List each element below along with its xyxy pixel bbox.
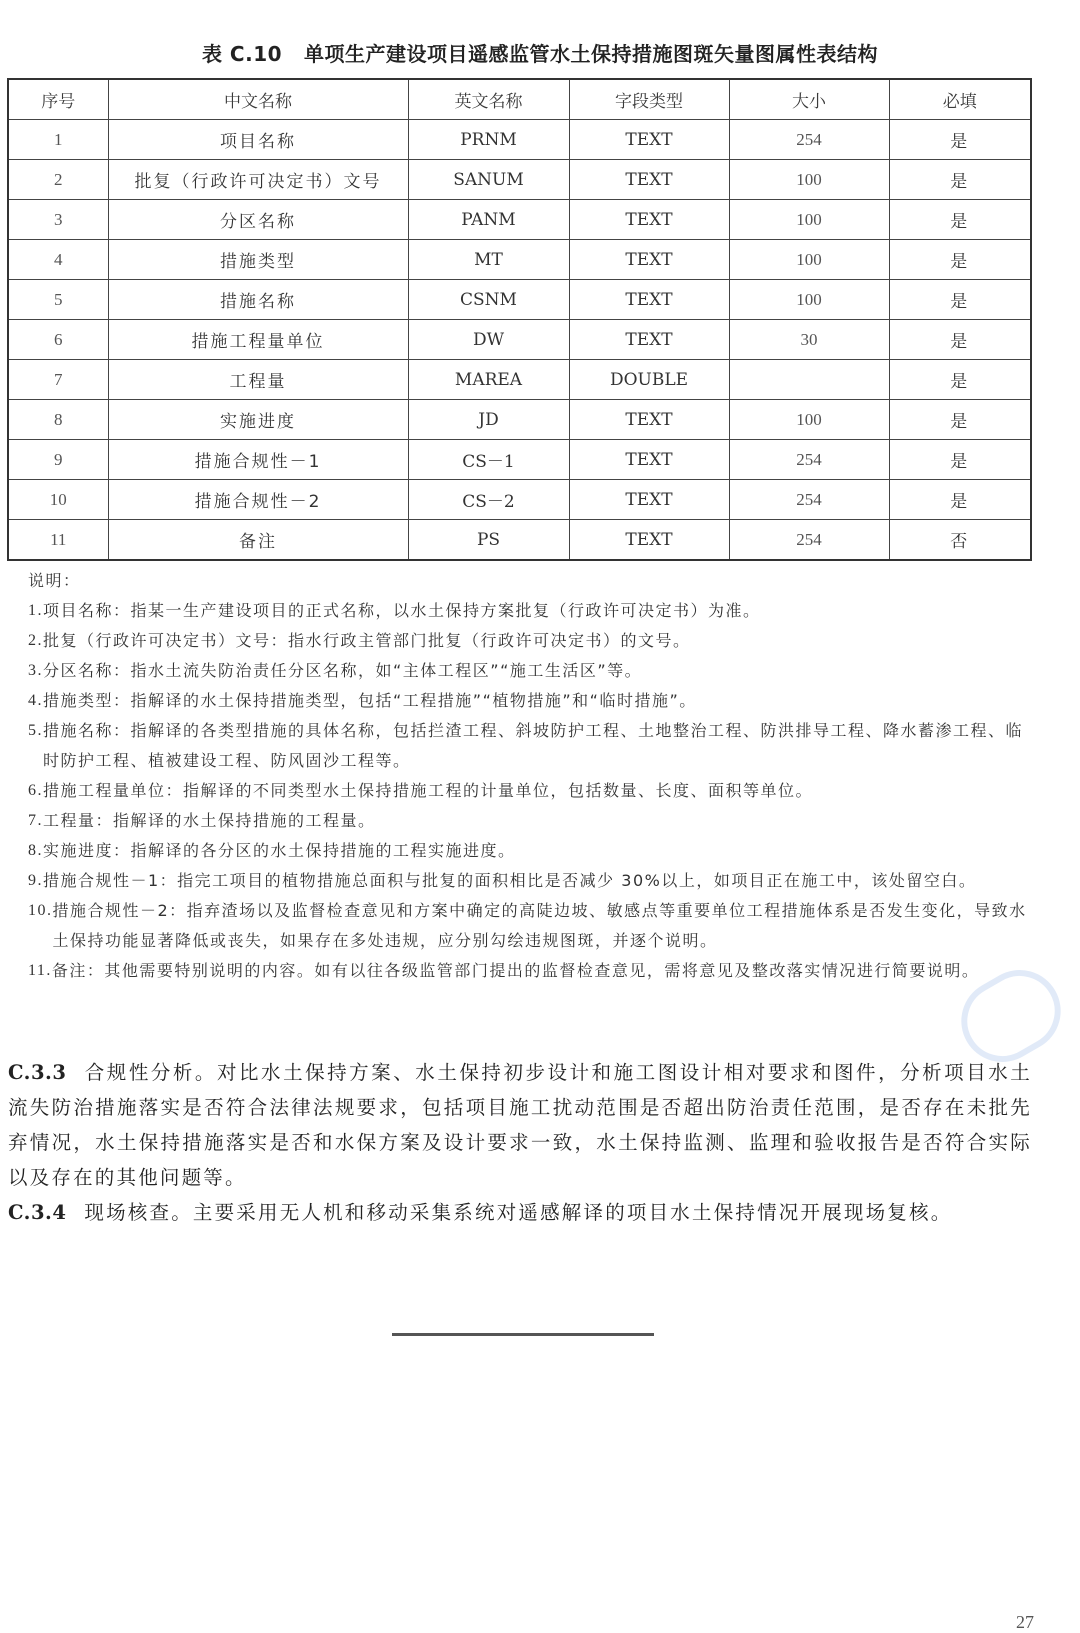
cell-chinese-name: 批复（行政许可决定书）文号	[108, 160, 408, 200]
note-index: 2.	[28, 632, 43, 649]
page-number: 27	[1016, 1612, 1034, 1632]
note-text: 分区名称：指水土流失防治责任分区名称，如“主体工程区”“施工生活区”等。	[43, 661, 643, 680]
table-row	[8, 120, 1031, 160]
body-sections	[8, 1055, 1032, 1230]
col-header-english-name: 英文名称	[408, 79, 569, 120]
cell-index: 10	[8, 480, 108, 520]
note-text: 措施名称：指解译的各类型措施的具体名称，包括拦渣工程、斜坡防护工程、土地整治工程、防洪排导工程、降水蓄渗工程、临时防护工程、植被建设工程、防风固沙工程等。	[43, 721, 1024, 770]
note-text: 措施合规性－2：指弃渣场以及监督检查意见和方案中确定的高陡边坡、敏感点等重要单位工程措施体系是否发生变化，导致水土保持功能显著降低或丧失，如果存在多处违规，应分别勾绘违规图斑，并逐个说明。	[52, 901, 1027, 950]
cell-field-type: TEXT	[569, 480, 729, 520]
note-index: 10.	[28, 902, 53, 919]
cell-chinese-name: 措施合规性－1	[108, 440, 408, 480]
note-text: 工程量：指解译的水土保持措施的工程量。	[43, 811, 376, 830]
cell-field-type: TEXT	[569, 120, 729, 160]
col-header-field-type: 字段类型	[569, 79, 729, 120]
cell-index: 5	[8, 280, 108, 320]
section-paragraph	[8, 1055, 1032, 1195]
table-notes	[28, 566, 1038, 986]
cell-required: 是	[889, 240, 1031, 280]
cell-english-name: MAREA	[408, 360, 569, 400]
note-index: 7.	[28, 812, 43, 829]
cell-size: 30	[729, 320, 889, 360]
cell-chinese-name: 措施合规性－2	[108, 480, 408, 520]
cell-size: 100	[729, 280, 889, 320]
table-row	[8, 320, 1031, 360]
cell-required: 是	[889, 320, 1031, 360]
cell-chinese-name: 措施名称	[108, 280, 408, 320]
table-row	[8, 200, 1031, 240]
clause-text: 现场核查。主要采用无人机和移动采集系统对遥感解译的项目水土保持情况开展现场复核。	[84, 1201, 953, 1224]
cell-index: 9	[8, 440, 108, 480]
col-header-required: 必填	[889, 79, 1031, 120]
cell-chinese-name: 工程量	[108, 360, 408, 400]
cell-english-name: DW	[408, 320, 569, 360]
cell-size: 254	[729, 120, 889, 160]
note-text: 批复（行政许可决定书）文号：指水行政主管部门批复（行政许可决定书）的文号。	[43, 631, 691, 650]
note-item	[28, 806, 1038, 836]
table-row	[8, 240, 1031, 280]
cell-index: 11	[8, 520, 108, 561]
table-row	[8, 520, 1031, 561]
table-number: 表 C.10	[201, 42, 283, 66]
cell-required: 是	[889, 480, 1031, 520]
notes-title: 说明：	[28, 571, 81, 590]
note-text: 措施合规性－1：指完工项目的植物措施总面积与批复的面积相比是否减少 30%以上，如项目正在施工中，该处留空白。	[43, 871, 977, 890]
cell-field-type: TEXT	[569, 200, 729, 240]
cell-size: 100	[729, 240, 889, 280]
cell-required: 是	[889, 280, 1031, 320]
cell-chinese-name: 实施进度	[108, 400, 408, 440]
cell-index: 3	[8, 200, 108, 240]
note-item	[28, 956, 1038, 986]
note-item	[28, 596, 1038, 626]
cell-chinese-name: 措施工程量单位	[108, 320, 408, 360]
cell-english-name: PS	[408, 520, 569, 561]
cell-english-name: JD	[408, 400, 569, 440]
cell-required: 是	[889, 360, 1031, 400]
col-header-index: 序号	[8, 79, 108, 120]
col-header-chinese-name: 中文名称	[108, 79, 408, 120]
cell-english-name: CSNM	[408, 280, 569, 320]
end-rule-divider	[392, 1333, 654, 1336]
cell-english-name: PRNM	[408, 120, 569, 160]
cell-size: 100	[729, 160, 889, 200]
section-paragraph	[8, 1195, 1032, 1230]
cell-required: 是	[889, 120, 1031, 160]
clause-number: C.3.4	[8, 1201, 67, 1224]
note-item	[28, 686, 1038, 716]
clause-number: C.3.3	[8, 1061, 67, 1084]
cell-index: 1	[8, 120, 108, 160]
cell-chinese-name: 备注	[108, 520, 408, 561]
note-text: 实施进度：指解译的各分区的水土保持措施的工程实施进度。	[43, 841, 516, 860]
table-row	[8, 400, 1031, 440]
cell-required: 是	[889, 440, 1031, 480]
note-item	[28, 836, 1038, 866]
cell-english-name: SANUM	[408, 160, 569, 200]
cell-index: 7	[8, 360, 108, 400]
note-index: 4.	[28, 692, 43, 709]
cell-chinese-name: 分区名称	[108, 200, 408, 240]
note-item	[28, 896, 1038, 956]
cell-field-type: DOUBLE	[569, 360, 729, 400]
cell-size	[729, 360, 889, 400]
cell-english-name: PANM	[408, 200, 569, 240]
note-index: 8.	[28, 842, 43, 859]
clause-text: 合规性分析。对比水土保持方案、水土保持初步设计和施工图设计相对要求和图件，分析项目水土流失防治措施落实是否符合法律法规要求，包括项目施工扰动范围是否超出防治责任范围，是否存在未批先弃情况，水土保持措施落实是否和水保方案及设计要求一致，水土保持监测、监理和验收报告是否符合实际以及存在的其他问题等。	[8, 1061, 1032, 1189]
cell-field-type: TEXT	[569, 400, 729, 440]
note-text: 措施类型：指解译的水土保持措施类型，包括“工程措施”“植物措施”和“临时措施”。	[43, 691, 697, 710]
note-text: 项目名称：指某一生产建设项目的正式名称，以水土保持方案批复（行政许可决定书）为准。	[43, 601, 761, 620]
note-index: 1.	[28, 602, 43, 619]
note-item	[28, 626, 1038, 656]
note-item	[28, 716, 1038, 776]
cell-field-type: TEXT	[569, 160, 729, 200]
cell-size: 100	[729, 200, 889, 240]
note-index: 3.	[28, 662, 43, 679]
cell-required: 否	[889, 520, 1031, 561]
cell-field-type: TEXT	[569, 240, 729, 280]
table-row	[8, 480, 1031, 520]
cell-field-type: TEXT	[569, 280, 729, 320]
cell-english-name: MT	[408, 240, 569, 280]
cell-required: 是	[889, 400, 1031, 440]
note-item	[28, 866, 1038, 896]
cell-index: 8	[8, 400, 108, 440]
note-index: 6.	[28, 782, 43, 799]
note-index: 11.	[28, 962, 52, 979]
cell-required: 是	[889, 200, 1031, 240]
cell-english-name: CS－1	[408, 440, 569, 480]
table-header-row	[8, 79, 1031, 120]
table-caption	[0, 38, 1080, 67]
note-text: 备注：其他需要特别说明的内容。如有以往各级监管部门提出的监督检查意见，需将意见及整改落实情况进行简要说明。	[51, 961, 980, 980]
table-row	[8, 360, 1031, 400]
note-index: 5.	[28, 722, 43, 739]
cell-size: 254	[729, 480, 889, 520]
col-header-size: 大小	[729, 79, 889, 120]
cell-field-type: TEXT	[569, 320, 729, 360]
attribute-table	[7, 78, 1032, 561]
cell-english-name: CS－2	[408, 480, 569, 520]
table-title: 单项生产建设项目遥感监管水土保持措施图斑矢量图属性表结构	[304, 42, 879, 66]
note-index: 9.	[28, 872, 43, 889]
note-item	[28, 776, 1038, 806]
cell-size: 254	[729, 440, 889, 480]
cell-chinese-name: 项目名称	[108, 120, 408, 160]
cell-index: 6	[8, 320, 108, 360]
cell-chinese-name: 措施类型	[108, 240, 408, 280]
cell-field-type: TEXT	[569, 440, 729, 480]
table-row	[8, 160, 1031, 200]
table-row	[8, 440, 1031, 480]
note-text: 措施工程量单位：指解译的不同类型水土保持措施工程的计量单位，包括数量、长度、面积等单位。	[43, 781, 814, 800]
cell-size: 100	[729, 400, 889, 440]
cell-size: 254	[729, 520, 889, 561]
cell-index: 4	[8, 240, 108, 280]
cell-field-type: TEXT	[569, 520, 729, 561]
table-row	[8, 280, 1031, 320]
cell-index: 2	[8, 160, 108, 200]
cell-required: 是	[889, 160, 1031, 200]
note-item	[28, 656, 1038, 686]
